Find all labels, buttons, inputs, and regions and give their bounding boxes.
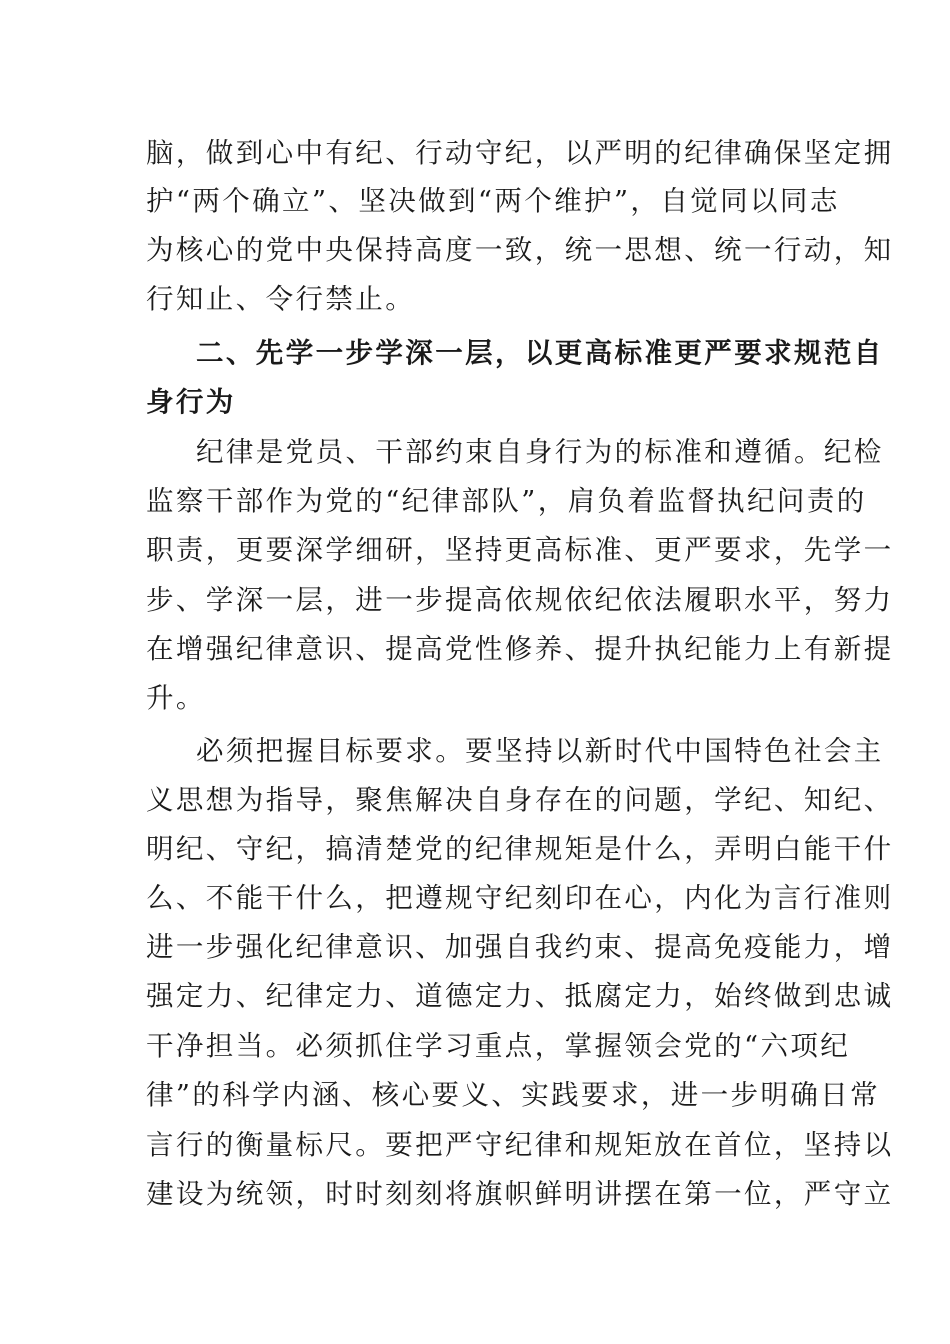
- text-line: 进一步强化纪律意识、加强自我约束、提高免疫能力，增: [146, 931, 894, 963]
- text-line: 明纪、守纪，搞清楚党的纪律规矩是什么，弄明白能干什: [146, 833, 894, 865]
- text-line: 义思想为指导，聚焦解决自身存在的问题，学纪、知纪、: [146, 784, 894, 816]
- text-line: 必须把握目标要求。要坚持以新时代中国特色社会主: [196, 735, 884, 767]
- section-heading: 二、先学一步学深一层，以更高标准更严要求规范自: [196, 337, 884, 369]
- text-line: 言行的衡量标尺。要把严守纪律和规矩放在首位，坚持以: [146, 1129, 894, 1161]
- text-line: 升。: [146, 682, 206, 714]
- text-line: 强定力、纪律定力、道德定力、抵腐定力，始终做到忠诚: [146, 980, 894, 1012]
- text-line: 行知止、令行禁止。: [146, 283, 416, 315]
- text-line: 监察干部作为党的“纪律部队”，肩负着监督执纪问责的: [146, 485, 867, 517]
- text-line: 干净担当。必须抓住学习重点，掌握领会党的“六项纪: [146, 1030, 851, 1062]
- text-line: 么、不能干什么，把遵规守纪刻印在心，内化为言行准则: [146, 882, 894, 914]
- text-line: 律”的科学内涵、核心要义、实践要求，进一步明确日常: [146, 1079, 881, 1111]
- text-line: 为核心的党中央保持高度一致，统一思想、统一行动，知: [146, 234, 894, 266]
- text-line: 职责，更要深学细研，坚持更高标准、更严要求，先学一: [146, 534, 894, 566]
- text-line: 在增强纪律意识、提高党性修养、提升执纪能力上有新提: [146, 633, 894, 665]
- text-line: 建设为统领，时时刻刻将旗帜鲜明讲摆在第一位，严守立: [146, 1178, 894, 1210]
- text-line: 纪律是党员、干部约束自身行为的标准和遵循。纪检: [196, 436, 884, 468]
- text-line: 护“两个确立”、坚决做到“两个维护”，自觉同以同志: [146, 185, 840, 217]
- section-heading: 身行为: [146, 386, 236, 418]
- text-line: 步、学深一层，进一步提高依规依纪依法履职水平，努力: [146, 584, 894, 616]
- text-line: 脑，做到心中有纪、行动守纪，以严明的纪律确保坚定拥: [146, 137, 894, 169]
